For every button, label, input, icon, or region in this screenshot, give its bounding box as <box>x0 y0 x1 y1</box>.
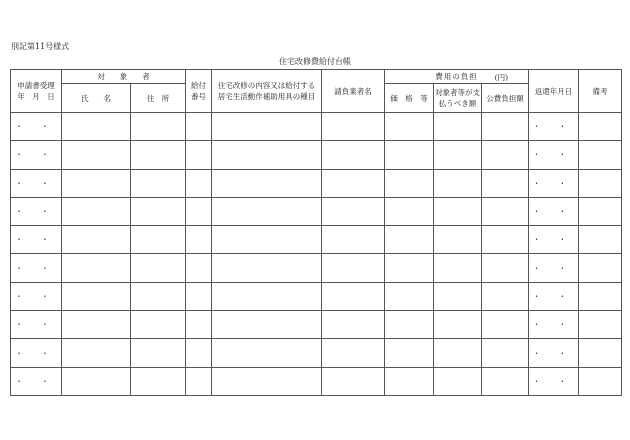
subject-name-cell[interactable] <box>62 311 131 339</box>
price-cell[interactable] <box>385 254 434 282</box>
public-burden-cell[interactable] <box>482 254 529 282</box>
renovation-content-cell[interactable] <box>212 113 322 141</box>
header-subject-name: 氏 名 <box>62 84 131 113</box>
subject-address-cell[interactable] <box>131 367 186 395</box>
subject-address-cell[interactable] <box>131 282 186 310</box>
renovation-content-cell[interactable] <box>212 367 322 395</box>
public-burden-cell[interactable] <box>482 226 529 254</box>
header-price: 価 格 等 <box>385 84 434 113</box>
return-date-cell[interactable]: ・ ・ <box>529 226 579 254</box>
public-burden-cell[interactable] <box>482 311 529 339</box>
payable-amount-cell[interactable] <box>434 367 482 395</box>
benefit-number-cell[interactable] <box>186 169 212 197</box>
price-cell[interactable] <box>385 141 434 169</box>
return-date-cell[interactable]: ・ ・ <box>529 282 579 310</box>
table-row <box>11 141 622 169</box>
benefit-number-cell[interactable] <box>186 254 212 282</box>
remarks-cell[interactable] <box>579 311 622 339</box>
subject-name-cell[interactable] <box>62 254 131 282</box>
subject-name-cell[interactable] <box>62 226 131 254</box>
header-remarks: 備考 <box>579 70 622 113</box>
renovation-content-cell[interactable] <box>212 226 322 254</box>
return-date-cell[interactable]: ・ ・ <box>529 169 579 197</box>
receipt-date-cell[interactable]: ・ ・ <box>11 113 62 141</box>
renovation-content-cell[interactable] <box>212 339 322 367</box>
subject-address-cell[interactable] <box>131 197 186 225</box>
subject-name-cell[interactable] <box>62 367 131 395</box>
subject-address-cell[interactable] <box>131 169 186 197</box>
subject-name-cell[interactable] <box>62 141 131 169</box>
receipt-date-cell[interactable]: ・ ・ <box>11 141 62 169</box>
payable-amount-cell[interactable] <box>434 197 482 225</box>
renovation-content-cell[interactable] <box>212 282 322 310</box>
receipt-date-cell[interactable]: ・ ・ <box>11 254 62 282</box>
remarks-cell[interactable] <box>579 141 622 169</box>
renovation-content-cell[interactable] <box>212 169 322 197</box>
receipt-date-cell[interactable]: ・ ・ <box>11 226 62 254</box>
public-burden-cell[interactable] <box>482 339 529 367</box>
contractor-cell[interactable] <box>322 141 385 169</box>
table-row <box>11 113 622 141</box>
public-burden-cell[interactable] <box>482 141 529 169</box>
subject-name-cell[interactable] <box>62 113 131 141</box>
contractor-cell[interactable] <box>322 367 385 395</box>
price-cell[interactable] <box>385 339 434 367</box>
table-row <box>11 282 622 310</box>
contractor-cell[interactable] <box>322 197 385 225</box>
renovation-content-cell[interactable] <box>212 141 322 169</box>
renovation-content-cell[interactable] <box>212 311 322 339</box>
payable-amount-cell[interactable] <box>434 339 482 367</box>
subject-name-cell[interactable] <box>62 197 131 225</box>
receipt-date-cell[interactable]: ・ ・ <box>11 339 62 367</box>
return-date-cell[interactable]: ・ ・ <box>529 311 579 339</box>
subject-name-cell[interactable] <box>62 339 131 367</box>
public-burden-cell[interactable] <box>482 282 529 310</box>
renovation-content-cell[interactable] <box>212 254 322 282</box>
header-payable-amount: 対象者等が支 払うべき額 <box>434 84 482 113</box>
remarks-cell[interactable] <box>579 113 622 141</box>
table-row <box>11 254 622 282</box>
form-number: 別記第11号様式 <box>11 42 70 51</box>
return-date-cell[interactable]: ・ ・ <box>529 339 579 367</box>
remarks-cell[interactable] <box>579 367 622 395</box>
return-date-cell[interactable]: ・ ・ <box>529 113 579 141</box>
header-receipt-date: 申請書受理 年 月 日 <box>11 70 62 113</box>
header-public-burden: 公費負担額 <box>482 84 529 113</box>
header-contractor: 請負業者名 <box>322 70 385 113</box>
table-row <box>11 197 622 225</box>
price-cell[interactable] <box>385 226 434 254</box>
benefit-number-cell[interactable] <box>186 311 212 339</box>
table-row <box>11 169 622 197</box>
return-date-cell[interactable]: ・ ・ <box>529 367 579 395</box>
payable-amount-cell[interactable] <box>434 113 482 141</box>
contractor-cell[interactable] <box>322 282 385 310</box>
public-burden-cell[interactable] <box>482 113 529 141</box>
price-cell[interactable] <box>385 311 434 339</box>
header-renovation-content: 住宅改修の内容又は給付する 居宅生活動作補助用具の種目 <box>212 70 322 113</box>
payable-amount-cell[interactable] <box>434 311 482 339</box>
subject-address-cell[interactable] <box>131 226 186 254</box>
contractor-cell[interactable] <box>322 113 385 141</box>
payable-amount-cell[interactable] <box>434 254 482 282</box>
return-date-cell[interactable]: ・ ・ <box>529 197 579 225</box>
payable-amount-cell[interactable] <box>434 141 482 169</box>
benefit-number-cell[interactable] <box>186 339 212 367</box>
contractor-cell[interactable] <box>322 339 385 367</box>
cost-unit: (円) <box>494 73 508 82</box>
remarks-cell[interactable] <box>579 282 622 310</box>
price-cell[interactable] <box>385 169 434 197</box>
receipt-date-cell[interactable]: ・ ・ <box>11 197 62 225</box>
table-row <box>11 226 622 254</box>
price-cell[interactable] <box>385 282 434 310</box>
contractor-cell[interactable] <box>322 226 385 254</box>
benefit-number-cell[interactable] <box>186 282 212 310</box>
subject-address-cell[interactable] <box>131 113 186 141</box>
return-date-cell[interactable]: ・ ・ <box>529 254 579 282</box>
public-burden-cell[interactable] <box>482 169 529 197</box>
table-row <box>11 367 622 395</box>
payable-amount-cell[interactable] <box>434 169 482 197</box>
subject-address-cell[interactable] <box>131 254 186 282</box>
public-burden-cell[interactable] <box>482 367 529 395</box>
public-burden-cell[interactable] <box>482 197 529 225</box>
receipt-date-cell[interactable]: ・ ・ <box>11 282 62 310</box>
subject-address-cell[interactable] <box>131 311 186 339</box>
table-row <box>11 311 622 339</box>
contractor-cell[interactable] <box>322 254 385 282</box>
remarks-cell[interactable] <box>579 226 622 254</box>
subject-name-cell[interactable] <box>62 169 131 197</box>
header-benefit-number: 給付 番号 <box>186 70 212 113</box>
remarks-cell[interactable] <box>579 254 622 282</box>
receipt-date-cell[interactable]: ・ ・ <box>11 367 62 395</box>
header-subject-address: 住 所 <box>131 84 186 113</box>
contractor-cell[interactable] <box>322 169 385 197</box>
price-cell[interactable] <box>385 367 434 395</box>
renovation-content-cell[interactable] <box>212 197 322 225</box>
contractor-cell[interactable] <box>322 311 385 339</box>
subject-address-cell[interactable] <box>131 339 186 367</box>
benefit-number-cell[interactable] <box>186 367 212 395</box>
table-row <box>11 339 622 367</box>
payable-amount-cell[interactable] <box>434 226 482 254</box>
header-return-date: 返還年月日 <box>529 70 579 113</box>
return-date-cell[interactable]: ・ ・ <box>529 141 579 169</box>
benefit-number-cell[interactable] <box>186 197 212 225</box>
receipt-date-cell[interactable]: ・ ・ <box>11 169 62 197</box>
header-subject: 対 象 者 <box>62 70 186 84</box>
remarks-cell[interactable] <box>579 169 622 197</box>
subject-address-cell[interactable] <box>131 141 186 169</box>
benefit-number-cell[interactable] <box>186 113 212 141</box>
subject-name-cell[interactable] <box>62 282 131 310</box>
document-title: 住宅改修費給付台帳 <box>279 57 351 66</box>
benefit-ledger-table <box>10 69 622 396</box>
receipt-date-cell[interactable]: ・ ・ <box>11 311 62 339</box>
payable-amount-cell[interactable] <box>434 282 482 310</box>
benefit-number-cell[interactable] <box>186 141 212 169</box>
ledger-body <box>11 113 622 396</box>
remarks-cell[interactable] <box>579 197 622 225</box>
remarks-cell[interactable] <box>579 339 622 367</box>
price-cell[interactable] <box>385 113 434 141</box>
benefit-number-cell[interactable] <box>186 226 212 254</box>
price-cell[interactable] <box>385 197 434 225</box>
header-cost-burden: 費用の負担 (円) <box>385 70 529 84</box>
